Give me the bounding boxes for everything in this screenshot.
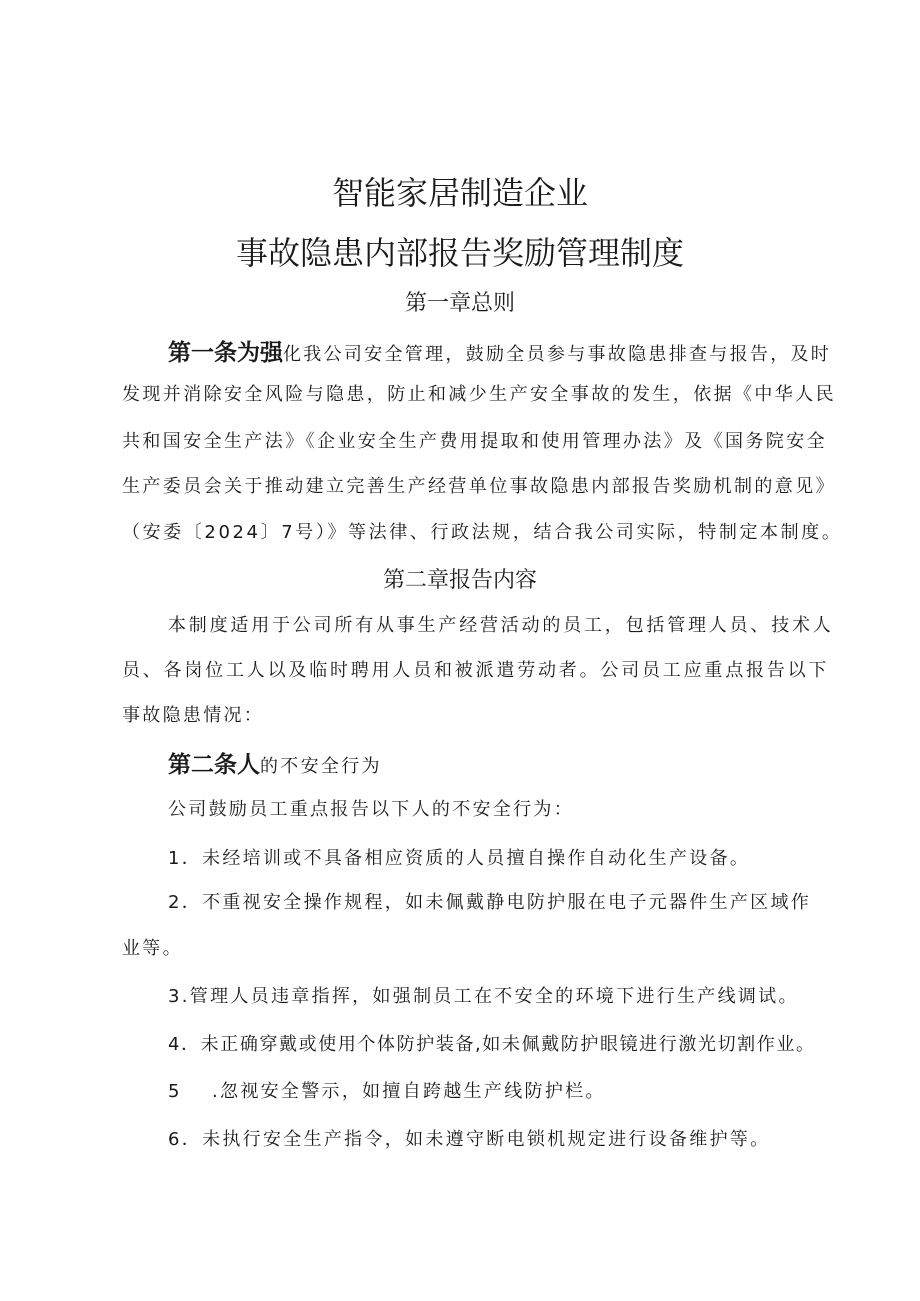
list-item-text: ．未执行安全生产指令，如未遵守断电锁机规定进行设备维护等。 [181,1129,771,1150]
chapter-2-intro-line-2: 员、各岗位工人以及临时聘用人员和被派遣劳动者。公司员工应重点报告以下 [122,660,830,681]
article-1-line-3: 共和国安全生产法》《企业安全生产费用提取和使用管理办法》及《国务院安全 [122,431,827,452]
list-item-number: 5 [168,1081,182,1102]
list-item-number: 2 [168,892,182,913]
chapter-2-heading: 第二章报告内容 [382,568,537,593]
chapter-2-intro-line-3: 事故隐患情况： [122,705,265,726]
list-item-3 [168,982,799,1008]
chapter-1-heading: 第一章总则 [404,291,515,316]
list-item-2 [168,888,811,914]
article-1-line-1 [168,334,831,367]
list-item-number: 4 [168,1034,182,1055]
list-item-4 [168,1030,816,1056]
list-item-text: .管理人员违章指挥，如强制员工在不安全的环境下进行生产线调试。 [181,986,799,1007]
article-2-lead: 第二条人 [168,752,260,778]
document-title-line-1: 智能家居制造企业 [331,174,588,212]
list-item-text: .忽视安全警示，如擅自跨越生产线防护栏。 [212,1081,606,1102]
list-item-number: 3 [168,986,182,1007]
document-title-line-2: 事故隐患内部报告奖励管理制度 [235,234,684,272]
article-1-line-4: 生产委员会关于推动建立完善生产经营单位事故隐患内部报告奖励机制的意见》 [122,476,836,497]
article-2-heading [168,746,382,779]
article-2-title-rest: 的不安全行为 [260,756,382,777]
list-item-text: ．未正确穿戴或使用个体防护装备,如未佩戴防护眼镜进行激光切割作业。 [181,1034,816,1055]
article-1-lead: 第一条为强 [168,340,283,366]
list-item-text: ．未经培训或不具备相应资质的人员擅自操作自动化生产设备。 [181,848,751,869]
chapter-2-intro-line-1: 本制度适用于公司所有从事生产经营活动的员工，包括管理人员、技术人 [168,615,834,636]
list-item-1 [168,844,750,870]
article-1-text: 化我公司安全管理，鼓励全员参与事故隐患排查与报告，及时 [283,344,832,365]
list-item-6 [168,1125,770,1151]
list-item-number: 1 [168,848,182,869]
list-item-2-continuation: 业等。 [122,938,183,959]
article-1-line-2: 发现并消除安全风险与隐患，防止和减少生产安全事故的发生，依据《中华人民 [122,384,836,405]
list-item-number: 6 [168,1129,182,1150]
list-item-5 [168,1077,606,1103]
article-2-intro: 公司鼓励员工重点报告以下人的不安全行为： [168,799,574,820]
list-item-text: ．不重视安全操作规程，如未佩戴静电防护服在电子元器件生产区域作 [181,892,812,913]
article-1-line-5: （安委〔2024〕7号）》等法律、行政法规，结合我公司实际，特制定本制度。 [122,522,843,543]
